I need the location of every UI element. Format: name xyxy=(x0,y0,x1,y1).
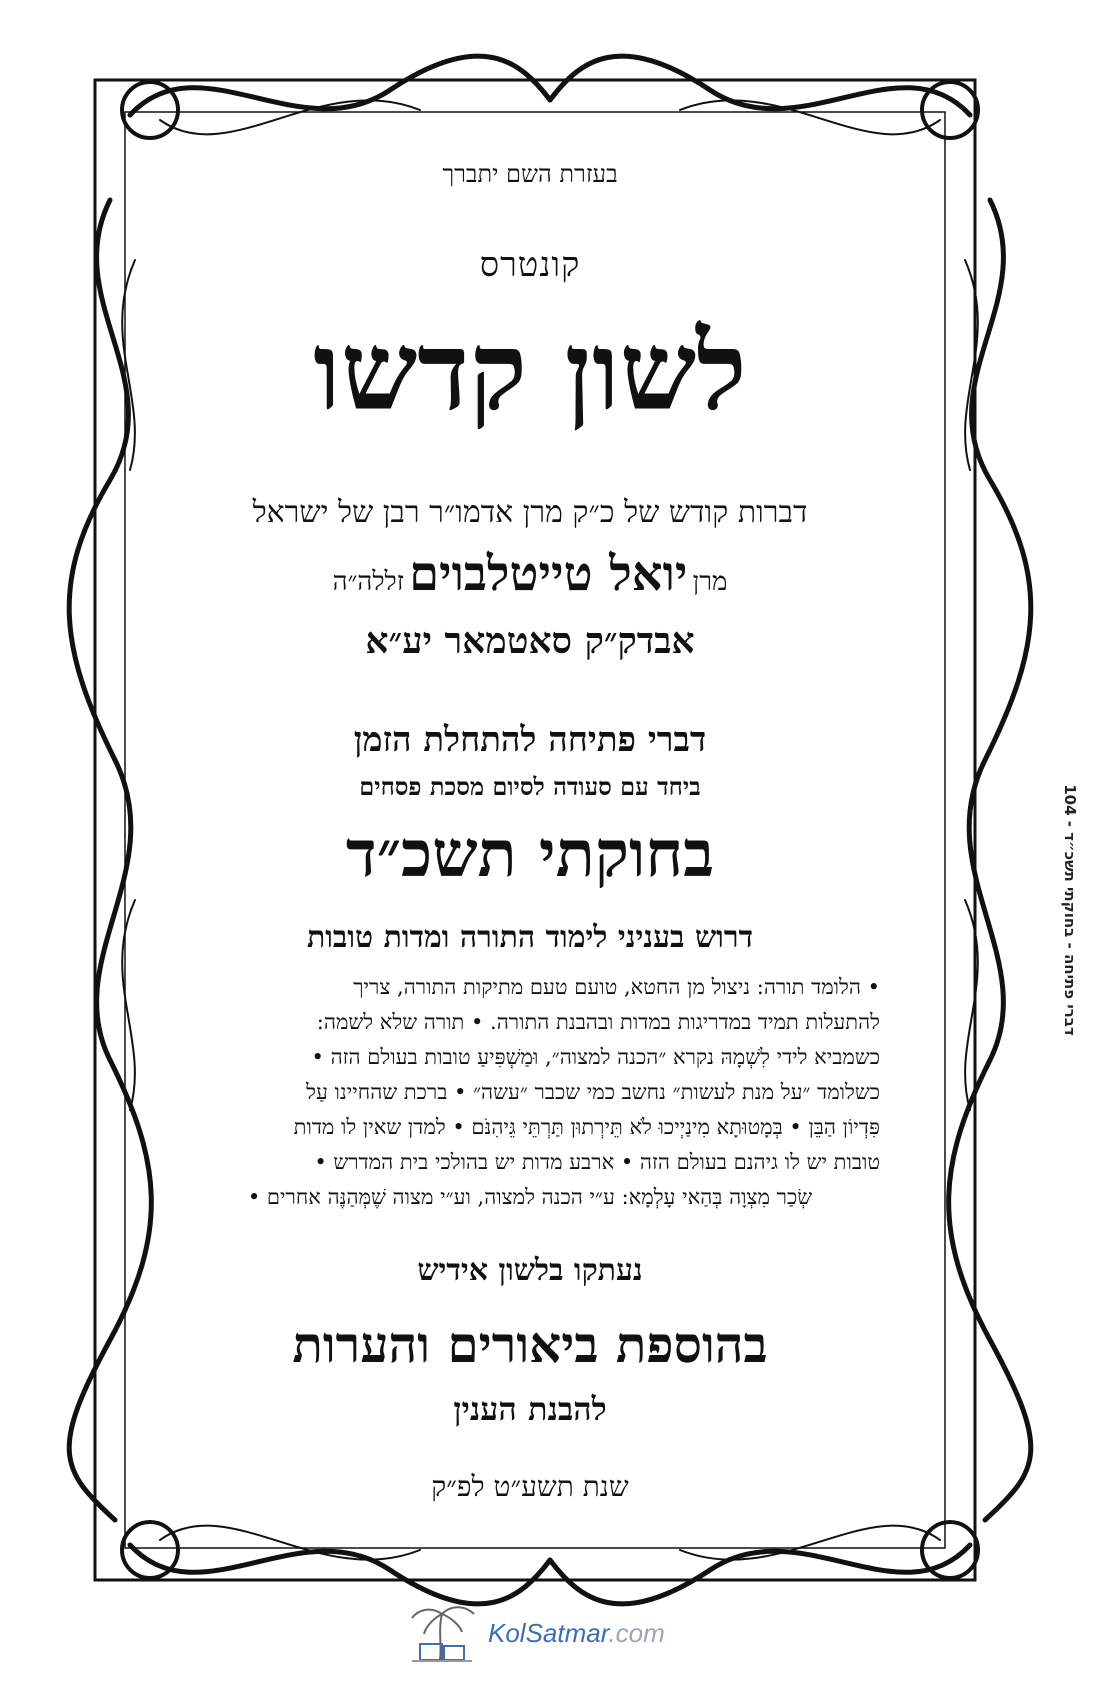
additions-heading: בהוספת ביאורים והערות xyxy=(292,1315,768,1374)
topic-line: • הלומד תורה: ניצול מן החטא, טועם טעם מתיקות התורה, צריך xyxy=(353,975,880,999)
avdak-line: אבדק״ק סאטמאר יע״א xyxy=(365,620,695,662)
kuntres-label: קונטרס xyxy=(479,245,581,285)
seuda-line: ביחד עם סעודה לסיום מסכת פסחים xyxy=(359,772,701,801)
book-title: לשון קדשו xyxy=(313,309,747,435)
topic-line: פִּדְיוֹן הַבֵּן • בְּמָטוּתָא מִינַיְיכוּ לֹא תֵּירְתוּן תַּרְתֵּי גֵּיהִנֹּם • למדן שאין לו מדות xyxy=(293,1115,880,1139)
rebbe-suffix: זללה״ה xyxy=(332,567,404,597)
attribution-line: דברות קודש של כ״ק מרן אדמו״ר רבן של ישראל xyxy=(252,495,808,530)
topic-line: שְׂכַר מִצְוָה בְּהַאי עָלְמָא: ע״י הכנה למצוה, וע״י מצוה שֶׁמְּהַנֶּה אחרים • xyxy=(247,1185,813,1209)
maran-label: מרן xyxy=(692,567,728,597)
side-note-text: דברי פתיחה - בחוקתי תשכ״ד - 104 xyxy=(1061,784,1079,1036)
drush-heading: דרוש בעניני לימוד התורה ומדות טובות xyxy=(306,920,754,955)
blessing-line: בעזרת השם יתברך xyxy=(442,160,618,188)
logo-text xyxy=(488,1618,665,1649)
parsha-year: בחוקתי תשכ״ד xyxy=(345,817,715,892)
palm-tree-icon xyxy=(408,1600,478,1666)
psicha-heading: דברי פתיחה להתחלת הזמן xyxy=(353,720,707,760)
kolsatmar-logo xyxy=(408,1600,698,1670)
topic-line: להתעלות תמיד במדריגות במדות ובהבנת התורה. • תורה שלא לשמה: xyxy=(316,1010,880,1034)
side-running-header xyxy=(1050,700,1090,1120)
topic-line: טובות יש לו גיהנם בעולם הזה • ארבע מדות יש בהולכי בית המדרש • xyxy=(314,1150,880,1174)
topics-summary xyxy=(180,970,880,1215)
publication-year: שנת תשע״ט לפ״ק xyxy=(431,1470,629,1503)
logo-domain: .com xyxy=(608,1618,665,1648)
rebbe-name: יואל טייטלבוים xyxy=(409,546,688,602)
topic-line: כשמביא לידי לִשְׁמָהּ נקרא ״הכנה למצוה״, וּמַשְׁפִּיעַ טובות בעולם הזה • xyxy=(311,1045,880,1069)
topic-line: כשלומד ״על מנת לעשות״ נחשב כמי שכבר ״עשה״ • ברכת שהחיינו עַל xyxy=(306,1080,880,1104)
understanding-line: להבנת הענין xyxy=(453,1390,607,1428)
rebbe-name-line xyxy=(170,548,890,601)
logo-name: KolSatmar xyxy=(488,1618,609,1648)
translation-note: נעתקו בלשון אידיש xyxy=(417,1253,643,1288)
